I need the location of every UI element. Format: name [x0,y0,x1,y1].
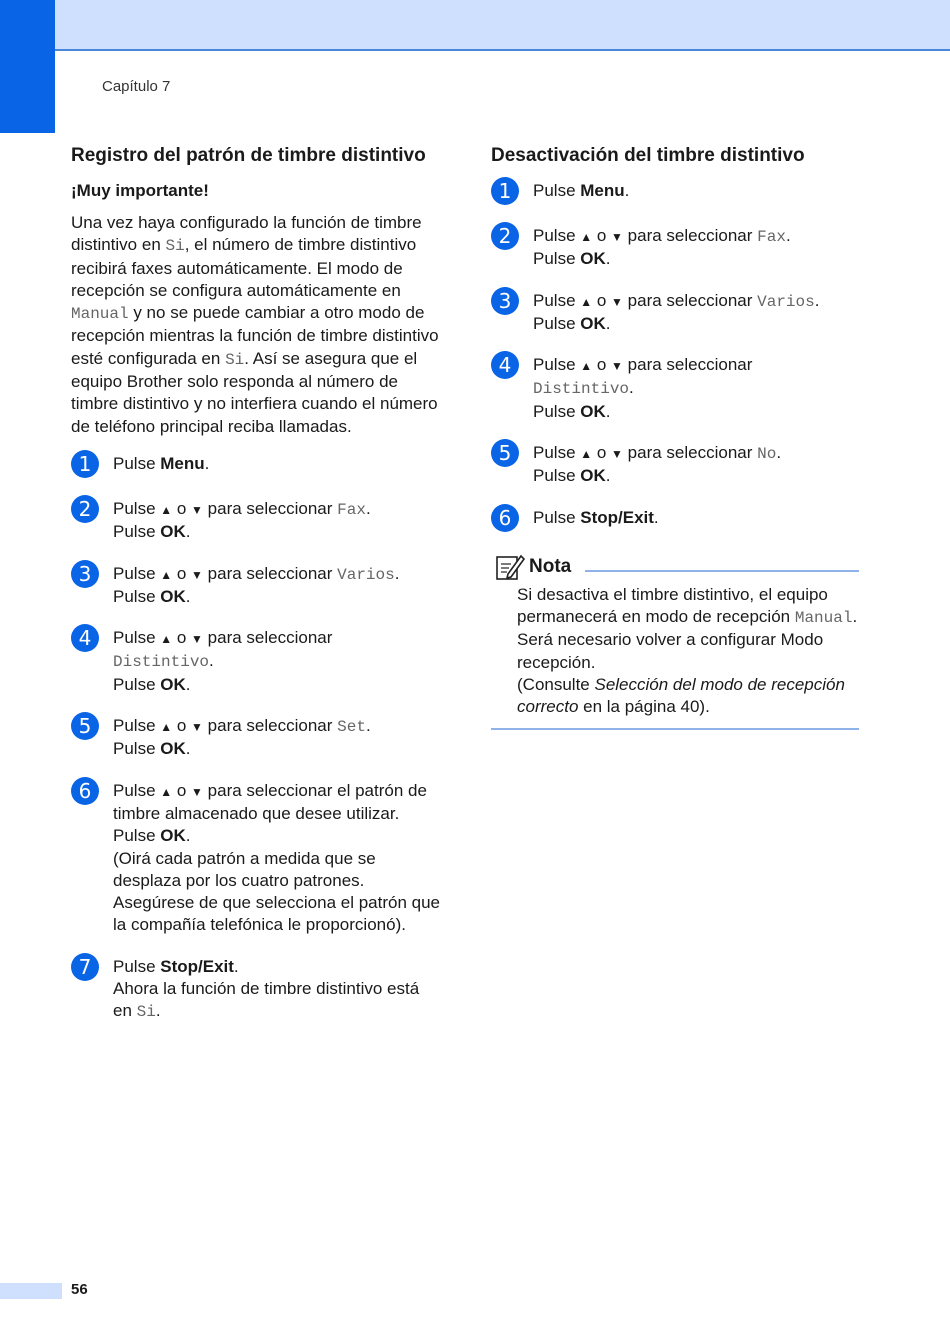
text-run: . [605,401,611,421]
text-run: Pulse [533,313,581,333]
text-run: Pulse [113,498,161,518]
step-number-badge: 4 [71,624,99,652]
down-arrow-icon: ▼ [191,720,203,735]
text-run: . [365,716,371,736]
text-run: . [653,507,659,527]
right-column [491,144,861,730]
step-line [533,290,861,313]
pencil-note-icon [495,553,525,581]
text-run: en la página 40). [578,697,710,717]
down-arrow-icon: ▼ [191,632,203,647]
text-run: Pulse [113,563,161,583]
text-run: Selección del modo de recepción correcto [517,674,845,717]
text-run: y no se puede cambiar a otro modo de recepción mientras la función de timbre distintivo esté configurada en [71,303,439,368]
important-heading: ¡Muy importante! [71,181,209,200]
register-steps [71,453,441,1024]
text-run: . [624,181,630,200]
text-run: Pulse [533,466,581,486]
step-number-badge: 6 [71,777,99,805]
text-run: . [605,249,611,269]
up-arrow-icon: ▲ [580,447,593,462]
text-run: o [592,290,612,310]
step-line [113,956,441,978]
step-item [71,563,441,609]
key-name: Stop/Exit [580,507,654,527]
text-run: o [172,780,192,800]
footer-band [0,1283,62,1299]
text-run: . [185,522,191,542]
step-item [71,453,441,479]
text-run: . [785,226,791,245]
key-name: OK [160,739,186,759]
menu-value: Distintivo [533,380,630,399]
deactivate-steps [491,180,861,533]
chapter-label: Capítulo 7 [102,78,171,95]
step-number-badge: 4 [491,351,519,379]
step-line [533,225,861,248]
step-item [491,442,861,488]
text-run: . [629,378,634,398]
down-arrow-icon: ▼ [611,359,623,374]
step-line [533,180,861,202]
step-number-badge: 1 [491,177,519,205]
text-run: (Oirá cada patrón a medida que se desplaza por los cuatro patrones. Asegúrese de que selecciona el patrón que la compañía telefónica le proporcionó). [113,848,441,935]
text-run: . Será necesario volver a configurar Modo recepción. [517,606,858,672]
down-arrow-icon: ▼ [611,447,623,462]
note-box [491,552,859,731]
text-run: Pulse [113,780,161,800]
text-run: . [204,453,210,473]
text-run: Pulse [113,956,161,976]
text-run: para seleccionar [202,628,333,648]
note-header [491,552,859,582]
note-text [491,584,859,729]
section-title-deactivate: Desactivación del timbre distintivo [491,145,805,166]
text-run: . [185,674,191,694]
text-run: para seleccionar [202,563,338,583]
step-line [113,715,441,738]
section-title-register: Registro del patrón de timbre distintivo [71,145,426,166]
intro-paragraph [71,212,441,438]
text-run: Pulse [533,290,581,310]
key-name: Menu [160,453,205,473]
step-line [113,563,441,586]
step-line [113,498,441,521]
step-item [491,180,861,206]
text-run: o [592,355,612,375]
note-title: Nota [529,555,572,577]
text-run: para seleccionar [622,443,758,463]
step-number-badge: 5 [491,439,519,467]
key-name: OK [160,586,186,606]
step-item [491,507,861,533]
menu-value: Set [337,718,366,737]
text-run: para seleccionar [622,290,758,310]
step-item [71,956,441,1024]
text-run: . [155,1001,161,1021]
down-arrow-icon: ▼ [191,502,203,517]
text-run: Pulse [533,355,581,375]
text-run: . [394,563,400,583]
menu-value: Fax [757,228,786,246]
up-arrow-icon: ▲ [160,502,173,517]
step-line [533,401,861,423]
menu-value: Varios [337,565,395,584]
chapter-tab [0,0,55,133]
text-run: Una vez haya configurado la función de timbre distintivo en [71,213,422,255]
text-run: para seleccionar [622,226,758,245]
step-number-badge: 2 [71,495,99,523]
text-run: o [172,498,192,518]
left-column [71,144,441,1043]
step-line [533,465,861,487]
text-run: Pulse [533,181,581,200]
text-run: . [605,466,611,486]
text-run: . [185,826,191,846]
step-line [533,354,861,377]
text-run: Pulse [113,586,161,606]
step-line [113,848,441,937]
step-item [491,290,861,336]
text-run: . [209,651,214,671]
up-arrow-icon: ▲ [160,720,173,735]
key-name: OK [580,401,606,421]
text-run: Pulse [113,453,161,473]
text-run: Pulse [533,401,581,421]
menu-value: Manual [794,608,853,627]
text-run: . [233,956,239,976]
step-line [113,674,441,696]
text-run: para seleccionar el patrón de timbre almacenado que desee utilizar. [113,780,427,823]
page-number: 56 [71,1281,88,1298]
key-name: OK [580,313,606,333]
menu-value: Fax [337,500,366,519]
text-run: . [365,498,371,518]
step-line [533,442,861,465]
step-line [113,650,441,673]
step-line [113,586,441,608]
text-run: . [605,313,611,333]
step-line [113,780,441,826]
text-run: Ahora la función de timbre distintivo está en [113,979,420,1021]
step-item [71,715,441,761]
text-run: . [185,739,191,759]
step-number-badge: 3 [71,560,99,588]
step-line [533,377,861,400]
step-line [533,313,861,335]
menu-value: Distintivo [113,653,210,672]
step-item [491,354,861,423]
step-number-badge: 7 [71,953,99,981]
menu-value: Si [136,1003,156,1022]
text-run: Pulse [113,716,161,736]
text-run: . Así se asegura que el equipo Brother solo responda al número de timbre distintivo y no interfiera cuando el número de teléfono principal reciba llamadas. [71,348,438,436]
text-run: o [172,628,192,648]
step-line [113,738,441,760]
menu-value: Si [225,350,245,369]
menu-value: Si [165,237,185,256]
step-item [71,780,441,937]
key-name: OK [160,674,186,694]
key-name: Menu [580,181,625,200]
up-arrow-icon: ▲ [580,294,593,309]
step-line [113,825,441,847]
key-name: Stop/Exit [160,956,234,976]
note-top-rule [585,570,859,572]
step-number-badge: 6 [491,504,519,532]
text-run: . [814,290,820,310]
step-line [533,248,861,270]
text-run: , el número de timbre distintivo recibirá faxes automáticamente. El modo de recepción se configura automáticamente en [71,235,417,300]
step-number-badge: 1 [71,450,99,478]
up-arrow-icon: ▲ [160,784,173,799]
down-arrow-icon: ▼ [611,230,623,244]
text-run: Pulse [113,739,161,759]
text-run: para seleccionar [202,716,338,736]
up-arrow-icon: ▲ [580,230,593,244]
text-run: para seleccionar [622,355,753,375]
down-arrow-icon: ▼ [191,784,203,799]
text-run: (Consulte [517,674,595,694]
step-line [113,453,441,475]
text-run: Pulse [533,443,581,463]
key-name: OK [580,249,606,269]
key-name: OK [580,466,606,486]
text-run: . [185,586,191,606]
text-run: o [172,563,192,583]
text-run: o [172,716,192,736]
text-run: Pulse [533,249,581,269]
menu-value: No [757,445,777,464]
text-run: Si desactiva el timbre distintivo, el equipo permanecerá en modo de recepción [517,584,828,626]
step-line [113,978,441,1024]
step-number-badge: 5 [71,712,99,740]
up-arrow-icon: ▲ [580,359,593,374]
step-item [491,225,861,271]
up-arrow-icon: ▲ [160,632,173,647]
step-item [71,627,441,696]
up-arrow-icon: ▲ [160,567,173,582]
text-run: o [592,226,612,245]
step-number-badge: 3 [491,287,519,315]
key-name: OK [160,826,186,846]
note-bottom-rule [491,728,859,730]
down-arrow-icon: ▼ [611,294,623,309]
step-line [113,627,441,650]
step-line [533,507,861,529]
step-line [113,521,441,543]
step-item [71,498,441,544]
text-run: Pulse [533,226,581,245]
text-run: . [776,443,782,463]
menu-value: Manual [71,305,129,324]
text-run: o [592,443,612,463]
key-name: OK [160,522,186,542]
text-run: Pulse [113,674,161,694]
text-run: para seleccionar [202,498,338,518]
header-band [0,0,950,51]
text-run: Pulse [113,628,161,648]
text-run: Pulse [533,507,581,527]
menu-value: Varios [757,292,815,311]
text-run: Pulse [113,826,161,846]
step-number-badge: 2 [491,222,519,250]
text-run: Pulse [113,522,161,542]
down-arrow-icon: ▼ [191,567,203,582]
